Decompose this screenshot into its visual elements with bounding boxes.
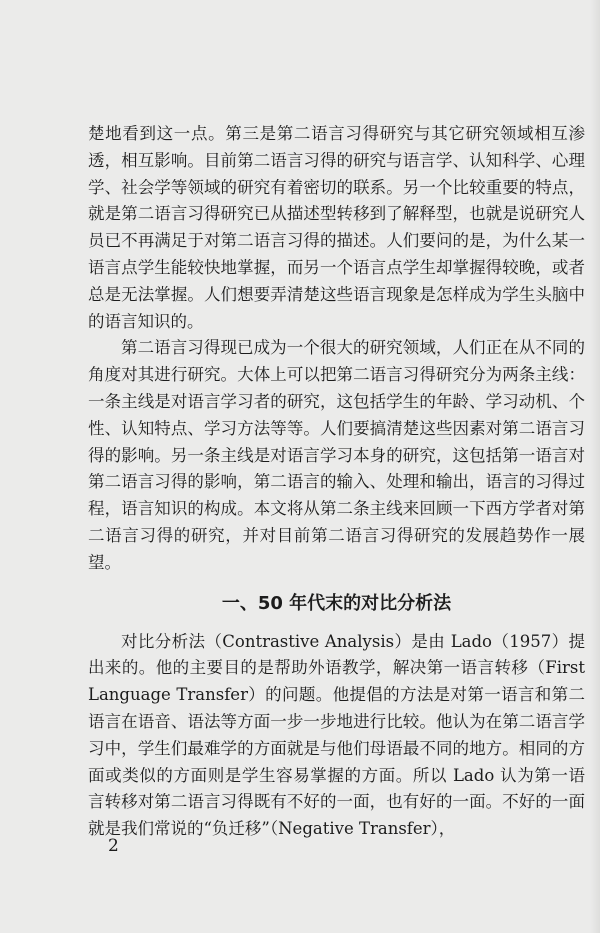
paragraph-contrastive-analysis: 对比分析法（Contrastive Analysis）是由 Lado（1957）提出来的。他的主要目的是帮助外语教学，解决第一语言转移（First Language Transfer）的问题。他提倡的方法是对第一语言和第二语言在语音、语法等方面一步一步地进行比较。他认为在第二语言学习中，学生们最难学的方面就是与他们母语最不同的地方。相同的方面或类似的方面则是学生容易掌握的方面。所以 Lado 认为第一语言转移对第二语言习得既有不好的一面，也有好的一面。不好的一面就是我们常说的“负迁移”（Negative Transfer），: [88, 631, 585, 839]
paragraph-continued: 楚地看到这一点。第三是第二语言习得研究与其它研究领域相互渗透，相互影响。目前第二语言习得的研究与语言学、认知科学、心理学、社会学等领域的研究有着密切的联系。另一个比较重要的特点，就是第二语言习得研究已从描述型转移到了解释型，也就是说研究人员已不再满足于对第二语言习得的描述。人们要问的是，为什么某一语言点学生能较快地掌握，而另一个语言点学生却掌握得较晚，或者总是无法掌握。人们想要弄清楚这些语言现象是怎样成为学生头脑中的语言知识的。: [88, 124, 585, 331]
spacer: [88, 619, 585, 629]
page-body: [88, 121, 585, 843]
page-edge-shadow: [590, 0, 600, 933]
paragraph-research-lines: 第二语言习得现已成为一个很大的研究领域，人们正在从不同的角度对其进行研究。大体上可以把第二语言习得研究分为两条主线：一条主线是对语言学习者的研究，这包括学生的年龄、学习动机、个性、认知特点、学习方法等等。人们要搞清楚这些因素对第二语言习得的影响。另一条主线是对语言学习本身的研究，这包括第一语言对第二语言习得的影响，第二语言的输入、处理和输出，语言的习得过程，语言知识的构成。本文将从第二条主线来回顾一下西方学者对第二语言习得的研究，并对目前第二语言习得研究的发展趋势作一展望。: [88, 338, 585, 572]
section-heading: 一、50 年代末的对比分析法: [221, 592, 452, 614]
spacer: [88, 577, 585, 589]
page-number: 2: [108, 836, 119, 856]
